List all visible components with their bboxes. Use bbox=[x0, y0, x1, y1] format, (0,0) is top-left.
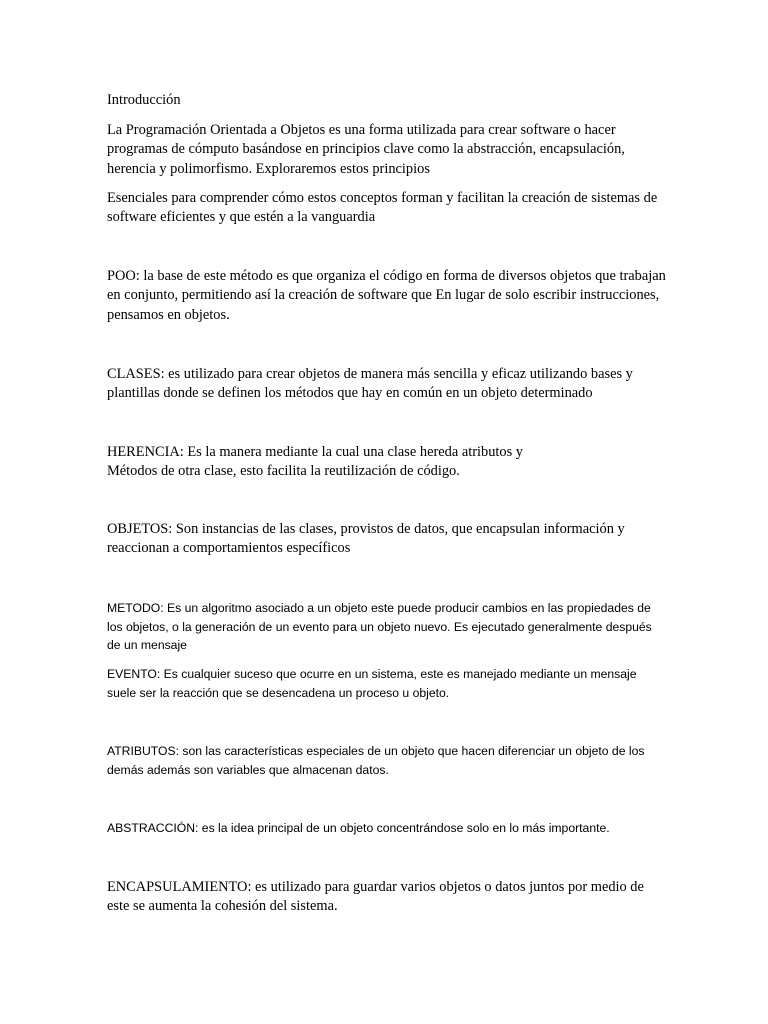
intro-heading: Introducción bbox=[107, 92, 181, 108]
evento-paragraph: EVENTO: Es cualquier suceso que ocurre en un sistema, este es manejado mediante un mensaje suele ser la reacción que se desencadena un proceso u objeto. bbox=[107, 667, 637, 700]
encapsulamiento-paragraph: ENCAPSULAMIENTO: es utilizado para guardar varios objetos o datos juntos por medio de este se aumenta la cohesión del sistema. bbox=[107, 879, 644, 915]
metodo-paragraph: METODO: Es un algoritmo asociado a un objeto este puede producir cambios en las propiedades de los objetos, o la generación de un evento para un objeto nuevo. Es ejecutado generalmente después de un mensaje bbox=[107, 601, 652, 653]
objetos-paragraph: OBJETOS: Son instancias de las clases, provistos de datos, que encapsulan información y reaccionan a comportamientos específicos bbox=[107, 521, 625, 557]
atributos-paragraph: ATRIBUTOS: son las características especiales de un objeto que hacen diferenciar un objeto de los demás además son variables que almacenan datos. bbox=[107, 744, 645, 777]
abstraccion-paragraph: ABSTRACCIÓN: es la idea principal de un objeto concentrándose solo en lo más importante. bbox=[107, 821, 610, 835]
clases-paragraph: CLASES: es utilizado para crear objetos de manera más sencilla y eficaz utilizando bases y plantillas donde se definen los métodos que hay en común en un objeto determinado bbox=[107, 366, 633, 402]
herencia-line-2: Métodos de otra clase, esto facilita la reutilización de código. bbox=[107, 463, 460, 479]
poo-paragraph: POO: la base de este método es que organiza el código en forma de diversos objetos que trabajan en conjunto, permitiendo así la creación de software que En lugar de solo escribir instrucciones, pensamos en objetos. bbox=[107, 268, 666, 323]
intro-paragraph-2: Esenciales para comprender cómo estos conceptos forman y facilitan la creación de sistemas de software eficientes y que estén a la vanguardia bbox=[107, 190, 658, 226]
intro-paragraph-1: La Programación Orientada a Objetos es una forma utilizada para crear software o hacer programas de cómputo basándose en principios clave como la abstracción, encapsulación, herencia y polimorfismo. Exploraremos estos principios bbox=[107, 122, 625, 177]
herencia-line-1: HERENCIA: Es la manera mediante la cual una clase hereda atributos y bbox=[107, 444, 523, 460]
